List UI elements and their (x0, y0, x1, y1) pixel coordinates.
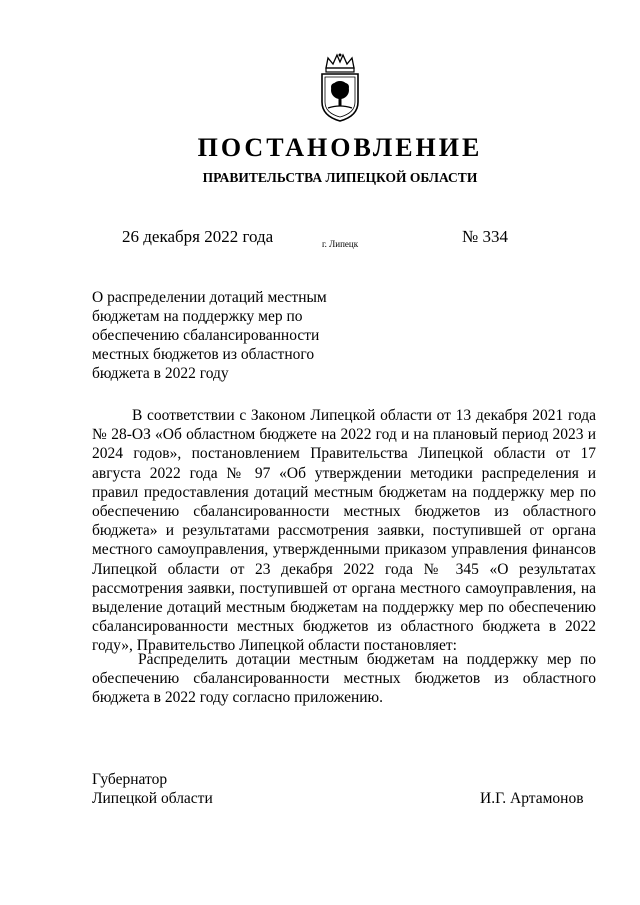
document-place: г. Липецк (322, 239, 359, 249)
coat-of-arms-icon (316, 52, 364, 124)
body-paragraph-1: В соответствии с Законом Липецкой области от 13 декабря 2021 года № 28-ОЗ «Об областном бюджете на 2022 год и на плановый период 2023 и 2024 годов», постановлением Правительства Липецкой области от 17 августа 2022 года № 97 «Об утверждении методики распределения и правил предоставления дотаций местным бюджетам на поддержку мер по обеспечению сбалансированности местных бюджетов из областного бюджета» и результатами рассмотрения заявки, поступившей от органа местного самоуправления, утвержденными приказом управления финансов Липецкой области от 23 декабря 2022 года № 345 «О результатах рассмотрения заявки, поступившей от органа местного самоуправления, на выделение дотаций местным бюджетам на поддержку мер по обеспечению сбалансированности местных бюджетов из областного бюджета в 2022 году», Правительство Липецкой области постановляет: (92, 407, 596, 655)
document-date: 26 декабря 2022 года (122, 227, 274, 246)
document-title: ПОСТАНОВЛЕНИЕ (197, 133, 483, 162)
signatory-name: И.Г. Артамонов (480, 790, 584, 807)
document-number: № 334 (462, 227, 508, 246)
signatory-position-line1: Губернатор (92, 771, 168, 788)
body-paragraph-2: Распределить дотации местным бюджетам на поддержку мер по обеспечению сбалансированности местных бюджетов из областного бюджета в 2022 году согласно приложению. (92, 651, 596, 707)
document-subject: О распределении дотаций местным бюджетам на поддержку мер по обеспечению сбалансированности местных бюджетов из областного бюджета в 2022 году (92, 289, 327, 382)
document-subtitle: ПРАВИТЕЛЬСТВА ЛИПЕЦКОЙ ОБЛАСТИ (202, 170, 478, 185)
signatory-position-line2: Липецкой области (92, 790, 213, 807)
